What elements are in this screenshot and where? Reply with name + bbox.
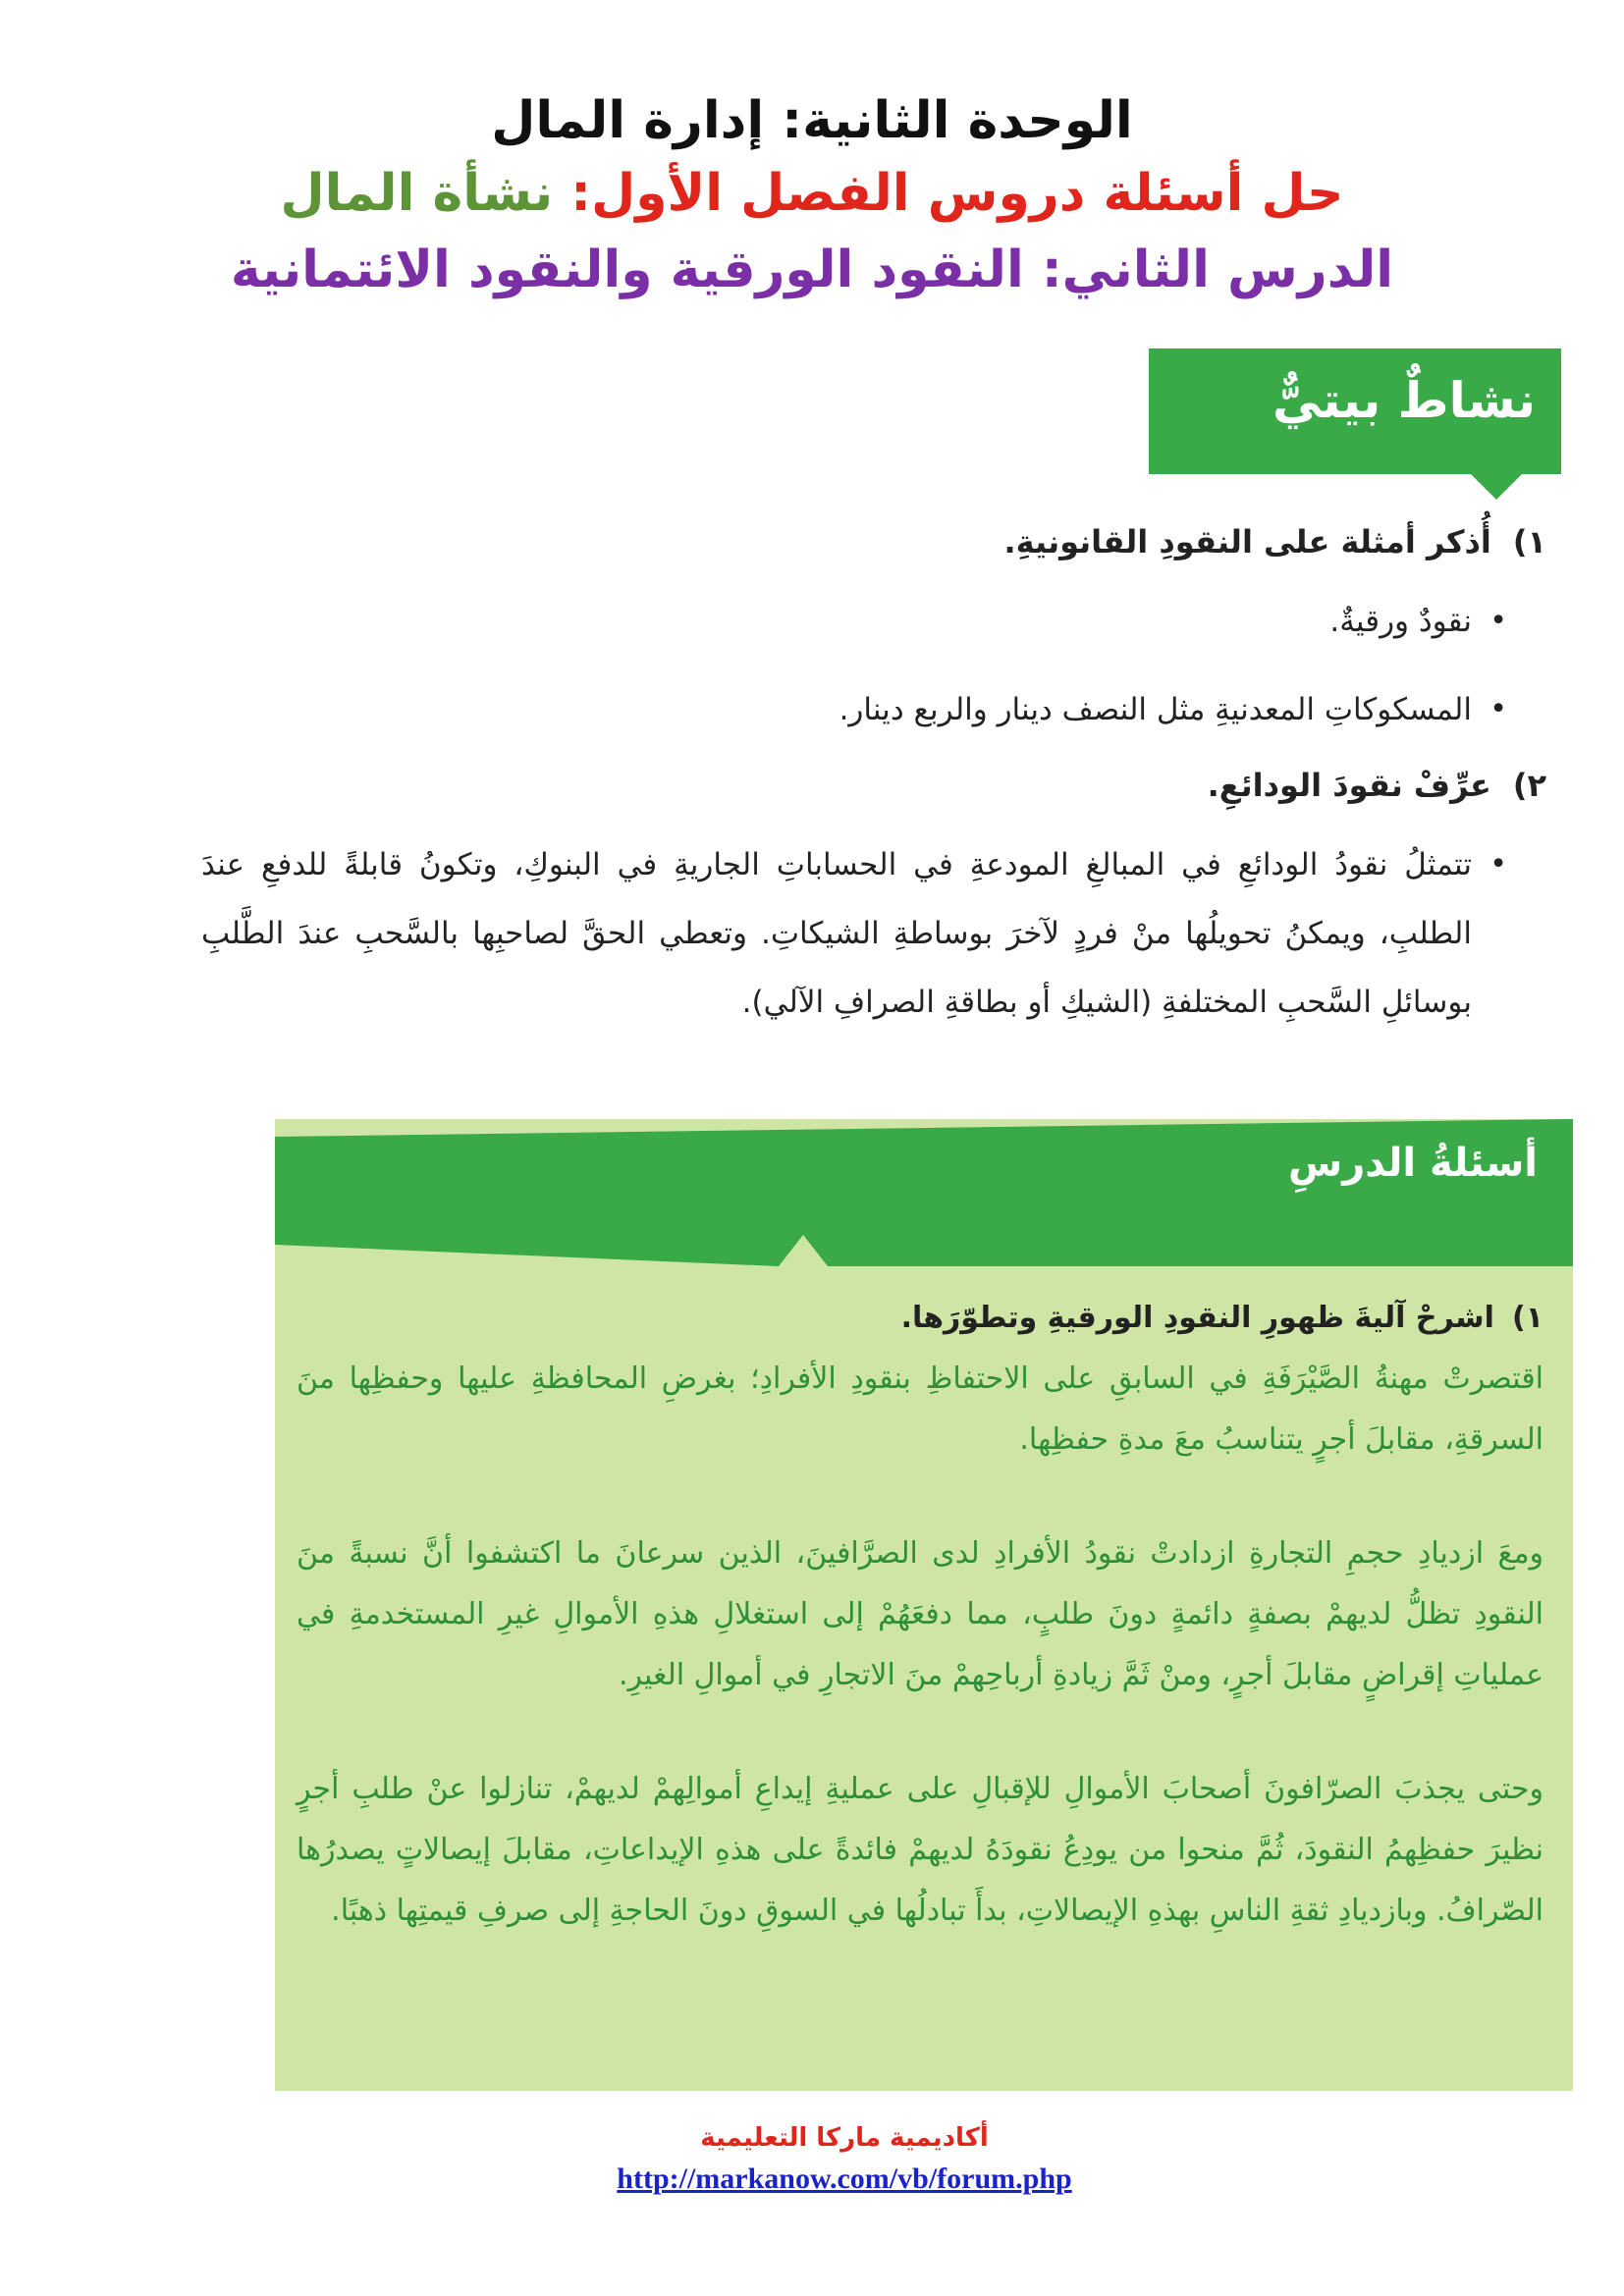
question-1 xyxy=(201,520,1546,563)
list-item: • تتمثلُ نقودُ الودائعِ في المبالغِ المودعةِ في الحساباتِ الجاريةِ في البنوكِ، وتكونُ قابلةً للدفعِ عندَ الطلبِ، ويمكنُ تحويلُها منْ فردٍ لآخرَ بوساطةِ الشيكاتِ. وتعطي الحقَّ لصاحبِها بالسَّحبِ عندَ الطَّلبِ بوسائلِ السَّحبِ المختلفةِ (الشيكِ أو بطاقةِ الصرافِ الآلي). xyxy=(201,830,1507,1037)
academy-name: أكاديمية ماركا التعليمية xyxy=(700,2123,989,2153)
home-activity-banner xyxy=(1149,348,1561,474)
title-block xyxy=(0,86,1624,308)
question-text: عرِّفْ نقودَ الودائعِ. xyxy=(1207,767,1491,804)
lesson-questions-box xyxy=(275,1119,1573,2091)
question-2 xyxy=(201,764,1546,807)
answer-paragraph-1: اقتصرتْ مهنةُ الصَّيْرَفَةِ في السابقِ على الاحتفاظِ بنقودِ الأفرادِ؛ بغرضِ المحافظةِ عليها وحفظِها منَ السرقةِ، مقابلَ أجرٍ يتناسبُ معَ مدةِ حفظِها. xyxy=(297,1362,1543,1457)
question-number: ١) xyxy=(1511,1301,1543,1335)
chapter-prefix: حل أسئلة دروس الفصل الأول: xyxy=(570,164,1344,223)
lesson-question-1 xyxy=(297,1296,1543,1341)
list-item: • المسكوكاتِ المعدنيةِ مثل النصف دينار والربع دينار. xyxy=(201,679,1507,740)
question-number: ١) xyxy=(1512,523,1546,561)
answer-paragraph-2: ومعَ ازديادِ حجمِ التجارةِ ازدادتْ نقودُ الأفرادِ لدى الصرَّافينَ، الذين سرعانَ ما اكتشفوا أنَّ نسبةً منَ النقودِ تظلُّ لديهمْ بصفةٍ دائمةٍ دونَ طلبٍ، مما دفعَهُمْ إلى استغلالِ هذهِ الأموالِ غيرِ المستخدمةِ في عملياتِ إقراضٍ مقابلَ أجرٍ، ومنْ ثَمَّ زيادةِ أرباحِهمْ منَ الاتجارِ في أموالِ الغيرِ. xyxy=(297,1536,1543,1692)
answer-paragraph-3: وحتى يجذبَ الصرّافونَ أصحابَ الأموالِ للإقبالِ على عمليةِ إيداعِ أموالِهمْ لديهمْ، تنازلوا عنْ طلبِ أجرٍ نظيرَ حفظِهمُ النقودَ، ثُمَّ منحوا من يودِعُ نقودَهُ لديهمْ فائدةً على هذهِ الإيداعاتِ، مقابلَ إيصالاتٍ يصدرُها الصّرافُ. وبازديادِ ثقةِ الناسِ بهذهِ الإيصالاتِ، بدأَ تبادلُها في السوقِ دونَ الحاجةِ إلى صرفِ قيمتِها ذهبًا. xyxy=(297,1772,1543,1928)
home-activity-section xyxy=(201,520,1546,1037)
home-activity-label: نشاطٌ بيتيٌّ xyxy=(1272,372,1536,429)
answer-list-2 xyxy=(201,830,1546,1037)
lesson-title: الدرس الثاني: النقود الورقية والنقود الائتمانية xyxy=(230,240,1394,299)
unit-title: الوحدة الثانية: إدارة المال xyxy=(491,91,1133,150)
answer-list-1 xyxy=(201,591,1546,740)
list-item: • نقودٌ ورقيةٌ. xyxy=(201,591,1507,652)
question-number: ٢) xyxy=(1512,767,1546,804)
question-text: أُذكر أمثلة على النقودِ القانونيةِ. xyxy=(1003,523,1491,561)
lesson-questions-label: أسئلةُ الدرسِ xyxy=(1288,1141,1538,1186)
footer xyxy=(550,2116,1139,2199)
question-text: اشرحْ آليةَ ظهورِ النقودِ الورقيةِ وتطوّرَها. xyxy=(900,1301,1494,1335)
banner-notch xyxy=(1471,474,1522,500)
chapter-title xyxy=(0,155,1624,232)
forum-link[interactable]: http://markanow.com/vb/forum.php xyxy=(617,2163,1072,2195)
lesson-body xyxy=(297,1296,1543,1995)
chapter-name: نشأة المال xyxy=(280,164,554,223)
